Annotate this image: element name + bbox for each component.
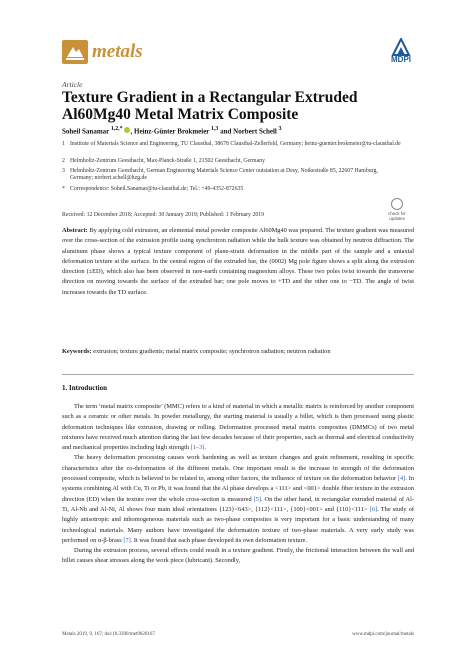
body-text xyxy=(62,402,414,567)
footer-url[interactable]: www.mdpi.com/journal/metals xyxy=(352,632,414,637)
affiliation-number: * xyxy=(62,186,65,192)
paragraph: The heavy deformation processing causes work hardening as well as texture changes and grain refinement, resulting in specific characteristics after the co-deformation of the different metals. One important result is the increase in strength of the deformation processed composite, which is believed to be related to, among other factors, the influence of texture on the deformation behavior [4]. In systems combining Al with Cu, Ti or Pb, it was found that the Al phase develops a <111> and <001> double fiber texture in the extrusion direction (ED) when the texture over the whole cross-section is measured [5]. On the other hand, in rectangular extruded material of Al-Ti, Al-Nb and Al-Ni, Al shows four main ideal orientations {123}<643>, {112}<111>, {100}<001> and {110}<111> [6]. The study of highly anisotropic and inhomogeneous materials such as two-phase composites is very important for a basic understanding of many technological materials. Many authors have investigated the deformation texture of two-phase materials. A very early study was performed on α-β-brass [7]. It was found that each phase developed its own deformation texture. xyxy=(62,454,414,544)
paragraph: During the extrusion process, several effects could result in a texture gradient. Firstly, the frictional interaction between the wall and billet causes shear stresses along the work piece (lubricant). Secondly, xyxy=(62,547,414,565)
citation-link[interactable]: [1–3] xyxy=(190,444,205,452)
keywords-heading: Keywords: xyxy=(62,348,92,355)
abstract-heading: Abstract: xyxy=(62,227,88,234)
citation-link[interactable]: [4] xyxy=(397,475,406,483)
affiliation-item xyxy=(62,141,402,148)
check-updates-button[interactable] xyxy=(382,198,412,222)
journal-header xyxy=(62,40,422,74)
received-dates: Received: 12 December 2018; Accepted: 30 January 2019; Published: 1 February 2019 xyxy=(62,212,265,218)
author-name[interactable]: Soheil Sanamar xyxy=(62,127,110,136)
affiliation-item xyxy=(62,186,402,193)
mdpi-logo-icon xyxy=(384,38,418,64)
publisher-name: MDPI xyxy=(391,55,411,64)
journal-logo-icon xyxy=(62,40,88,64)
affiliation-number: 1 xyxy=(62,141,65,147)
author-superscript: 1,2,* xyxy=(110,126,123,132)
affiliation-item xyxy=(62,168,402,183)
paper-title: Texture Gradient in a Rectangular Extruded Al60Mg40 Metal Matrix Composite xyxy=(62,89,358,123)
author-separator: , xyxy=(130,127,133,136)
citation-link[interactable]: [7] xyxy=(123,536,131,544)
orcid-icon[interactable] xyxy=(124,127,130,133)
affiliation-number: 3 xyxy=(62,168,65,174)
journal-name: metals xyxy=(92,41,143,62)
author-list xyxy=(62,126,282,135)
keywords-text: extrusion; texture gradients; metal matrix composite; synchrotron radiation; neutron radiation xyxy=(93,348,331,355)
affiliation-text: Institute of Materials Science and Engineering, TU Clausthal, 38678 Clausthal-Zellerfeld, Germany; heinz-guenter.brokmeier@tu-clausthal.de xyxy=(70,141,401,147)
affiliation-text: Helmholtz-Zentrum Geesthacht, German Engineering Materials Science Center outstation at Desy, Notkestraße 85, 22607 Hamburg, Germany; norbert.schell@hzg.de xyxy=(70,168,378,182)
author-superscript: 1,3 xyxy=(211,126,219,132)
article-type: Article xyxy=(62,80,83,89)
affiliation-text: Correspondence: Soheil.Sanamar@tu-clausthal.de; Tel.: +49-4352-872635 xyxy=(70,186,244,192)
citation-link[interactable]: [6] xyxy=(369,505,378,513)
abstract xyxy=(62,226,414,298)
author-superscript: 3 xyxy=(278,126,282,132)
footer-citation: Metals 2019, 9, 167; doi:10.3390/met9020167 xyxy=(62,632,155,637)
affiliation-item xyxy=(62,158,402,165)
section-divider xyxy=(62,374,414,375)
affiliation-number: 2 xyxy=(62,158,65,164)
abstract-text: By applying cold extrusion, an elemental metal powder composite Al60Mg40 was prepared. The texture gradient was measured over the cross-section of the extrusion profile using synchrotron radiation while the bulk texture was obtained by neutron diffraction. The aluminum phase shows a typical texture component of plane-strain deformation in the middle part of the sample and a uniaxial deformation texture at the surface. In the central region of the extruded bar, the (0002) Mg pole figure shows a split along the extrusion direction (±ED), which also has been observed in rare-earth containing magnesium alloys. These two poles twist towards the transverse direction on moving towards the surface of the extruded bar; one pole moves to +TD and the other one to −TD. The angle of twist increases towards the TD surface. xyxy=(62,227,414,296)
paragraph: The term ‘metal matrix composite’ (MMC) refers to a kind of material in which a metallic matrix is reinforced by another component such as a ceramic or other metals. In powder metallurgy, the starting material is usually a billet, which is then processed using plastic deformation techniques like extrusion, drawing or rolling. Deformation processed metal matrix composites (DMMCs) of two metal mixtures have received much attention during the last few decades because of their properties, such as thermal and electrical conductivity and mechanical properties including high strength [1–3]. xyxy=(62,403,414,452)
author-name[interactable]: Norbert Schell xyxy=(233,127,277,136)
citation-link[interactable]: [5] xyxy=(253,495,261,503)
author-name[interactable]: Heinz-Günter Brokmeier xyxy=(134,127,210,136)
section-heading: 1. Introduction xyxy=(62,384,107,392)
author-separator: and xyxy=(220,127,232,136)
keywords xyxy=(62,347,414,357)
affiliation-text: Helmholtz-Zentrum Geesthacht, Max-Planck-Straße 1, 21502 Geesthacht, Germany xyxy=(70,158,265,164)
check-updates-icon xyxy=(391,198,403,210)
check-updates-label: check for updates xyxy=(388,211,406,221)
